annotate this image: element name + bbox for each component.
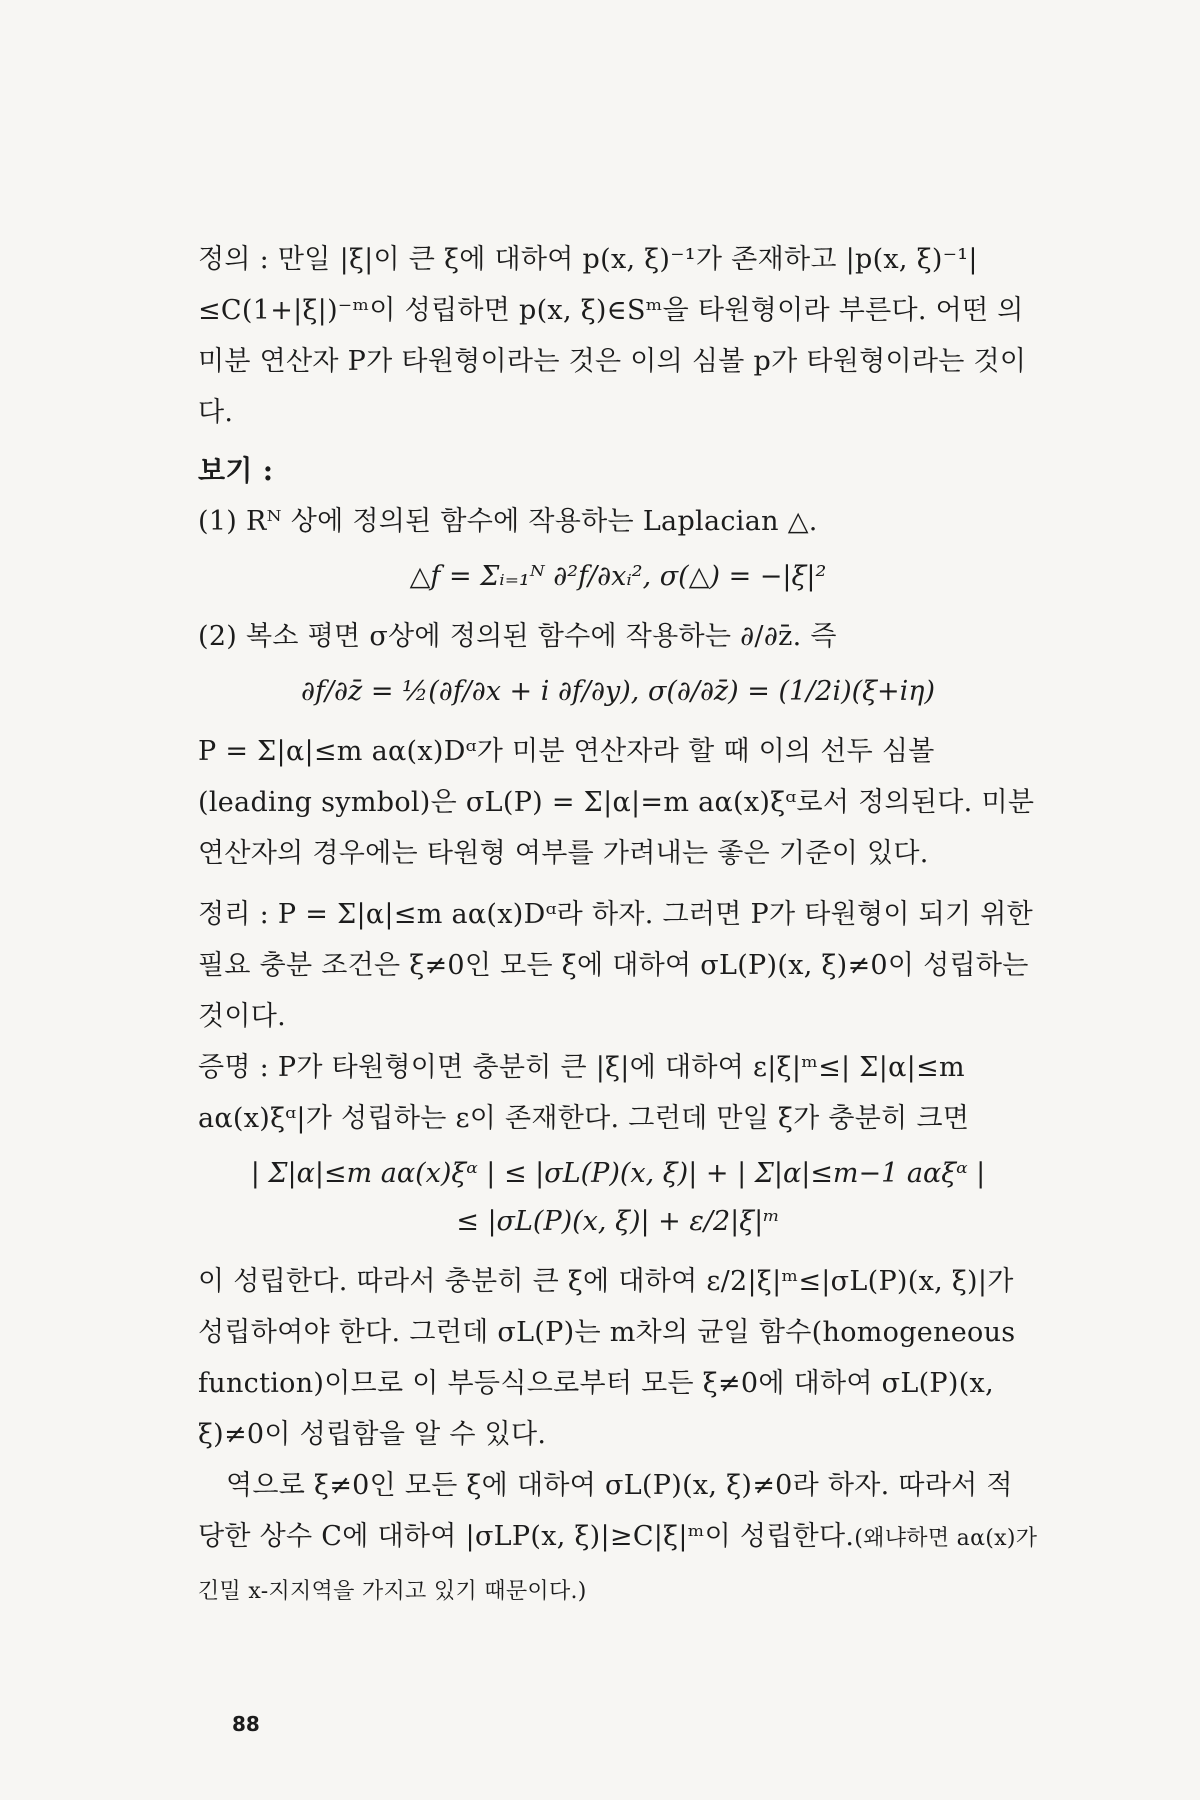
proof-continuation: 이 성립한다. 따라서 충분히 큰 ξ에 대하여 ε/2|ξ|ᵐ≤|σL(P)(x, ξ)|가 성립하여야 한다. 그런데 σL(P)는 m차의 균일 함수(homogeneous function)이므로 이 부등식으로부터 모든 ξ≠0에 대하여 σL(P)(x, ξ)≠0이 성립함을 알 수 있다. <box>198 1266 1016 1450</box>
equation-inequality-1: | Σ|α|≤m aα(x)ξᵅ | ≤ |σL(P)(x, ξ)| + | Σ|α|≤m−1 aαξᵅ | <box>250 1158 986 1189</box>
page-number: 88 <box>232 1712 260 1736</box>
converse-text: 역으로 ξ≠0인 모든 ξ에 대하여 σL(P)(x, ξ)≠0라 하자. 따라서 적당한 상수 C에 대하여 |σLP(x, ξ)|≥C|ξ|ᵐ이 성립한다. <box>198 1470 1013 1552</box>
equation-laplacian: △f = Σᵢ₌₁ᴺ ∂²f/∂xᵢ², σ(△) = −|ξ|² <box>409 561 827 592</box>
equation-dzbar: ∂f/∂z̄ = ½(∂f/∂x + i ∂f/∂y), σ(∂/∂z̄) = (1/2i)(ξ+iη) <box>301 676 935 707</box>
converse-paragraph <box>198 1460 1038 1617</box>
equation-inequality-2: ≤ |σL(P)(x, ξ)| + ε/2|ξ|ᵐ <box>456 1206 780 1237</box>
proof-paragraph: 증명 : P가 타원형이면 충분히 큰 |ξ|에 대하여 ε|ξ|ᵐ≤| Σ|α|≤m aα(x)ξᵅ|가 성립하는 ε이 존재한다. 그런데 만일 ξ가 충분히 크면 <box>198 1052 970 1134</box>
example-2: (2) 복소 평면 σ상에 정의된 함수에 작용하는 ∂/∂z̄. 즉 <box>198 621 837 652</box>
page-body <box>198 234 1038 1617</box>
definition-paragraph: 정의 : 만일 |ξ|이 큰 ξ에 대하여 p(x, ξ)⁻¹가 존재하고 |p(x, ξ)⁻¹| ≤C(1+|ξ|)⁻ᵐ이 성립하면 p(x, ξ)∈Sᵐ을 타원형이라 부른다. 어떤 의미분 연산자 P가 타원형이라는 것은 이의 심볼 p가 타원형이라는 것이다. <box>198 244 1027 428</box>
example-1: (1) Rᴺ 상에 정의된 함수에 작용하는 Laplacian △. <box>198 506 818 537</box>
leading-symbol-paragraph: P = Σ|α|≤m aα(x)Dᵅ가 미분 연산자라 할 때 이의 선두 심볼(leading symbol)은 σL(P) = Σ|α|=m aα(x)ξᵅ로서 정의된다. 미분 연산자의 경우에는 타원형 여부를 가려내는 좋은 기준이 있다. <box>198 736 1035 869</box>
converse-note: (왜냐하면 aα(x)가 긴밀 x-지지역을 가지고 있기 때문이다.) <box>198 1526 1038 1604</box>
example-heading: 보기 : <box>198 454 274 487</box>
theorem-paragraph: 정리 : P = Σ|α|≤m aα(x)Dᵅ라 하자. 그러면 P가 타원형이 되기 위한 필요 충분 조건은 ξ≠0인 모든 ξ에 대하여 σL(P)(x, ξ)≠0이 성립하는 것이다. <box>198 899 1034 1032</box>
